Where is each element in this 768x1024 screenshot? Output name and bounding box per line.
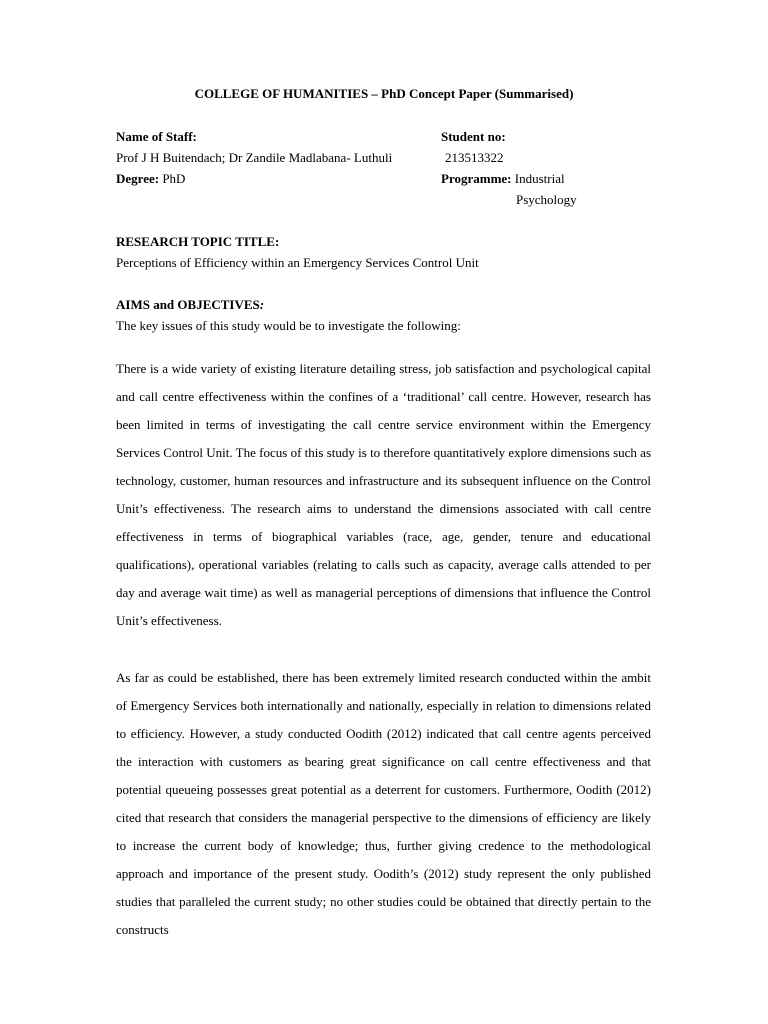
programme-value-line1: Industrial: [514, 171, 565, 186]
aims-heading-text: AIMS and OBJECTIVES: [116, 297, 260, 312]
paragraph-2-text: As far as could be established, there has been extremely limited research conducted within the ambit of Emergency Services both internationally and nationally, especially in relation to dimensions related to efficiency. However, a study conducted Oodith (2012) indicated that call centre agents perceived the interaction with customers as bearing great significance on call centre effectiveness and that potential queueing possesses great potential as a deterrent for customers. Furthermore, Oodith (2012) cited that research that considers the managerial perspective to the dimensions of efficiency are likely to increase the current body of knowledge; thus, further giving credence to the methodological approach and importance of the present study. Oodith’s (2012) study represent the only published studies that paralleled the current study; no other studies could be obtained that directly pertain to the constructs: [116, 670, 651, 937]
staff-label: Name of Staff:: [116, 129, 197, 144]
degree-value: PhD: [162, 171, 186, 186]
staff-value: Prof J H Buitendach; Dr Zandile Madlabana- Luthuli: [116, 150, 393, 165]
research-title: Perceptions of Efficiency within an Emergency Services Control Unit: [116, 255, 479, 270]
page-title: COLLEGE OF HUMANITIES – PhD Concept Paper (Summarised): [194, 86, 574, 101]
research-heading: RESEARCH TOPIC TITLE:: [116, 234, 280, 249]
programme-label: Programme:: [441, 171, 512, 186]
paragraph-2: [116, 664, 651, 944]
paragraph-1-text: There is a wide variety of existing literature detailing stress, job satisfaction and psychological capital and call centre effectiveness within the confines of a ‘traditional’ call centre. However, research has been limited in terms of investigating the call centre service environment within the Emergency Services Control Unit. The focus of this study is to therefore quantitatively explore dimensions such as technology, customer, human resources and infrastructure and its subsequent influence on the Control Unit’s effectiveness. The research aims to understand the dimensions associated with call centre effectiveness in terms of biographical variables (race, age, gender, tenure and educational qualifications), operational variables (relating to calls such as capacity, average calls attended to per day and average wait time) as well as managerial perceptions of dimensions that influence the Control Unit’s effectiveness.: [116, 361, 651, 628]
aims-intro: The key issues of this study would be to investigate the following:: [116, 318, 461, 333]
degree-label: Degree:: [116, 171, 160, 186]
degree-line: [116, 171, 185, 187]
aims-heading: [116, 297, 264, 313]
programme-value-line2: Psychology: [516, 192, 577, 207]
programme-line: [441, 171, 565, 187]
paragraph-1: [116, 355, 651, 635]
aims-heading-colon: :: [259, 297, 265, 312]
student-value: 213513322: [445, 150, 504, 165]
student-label: Student no:: [441, 129, 506, 144]
